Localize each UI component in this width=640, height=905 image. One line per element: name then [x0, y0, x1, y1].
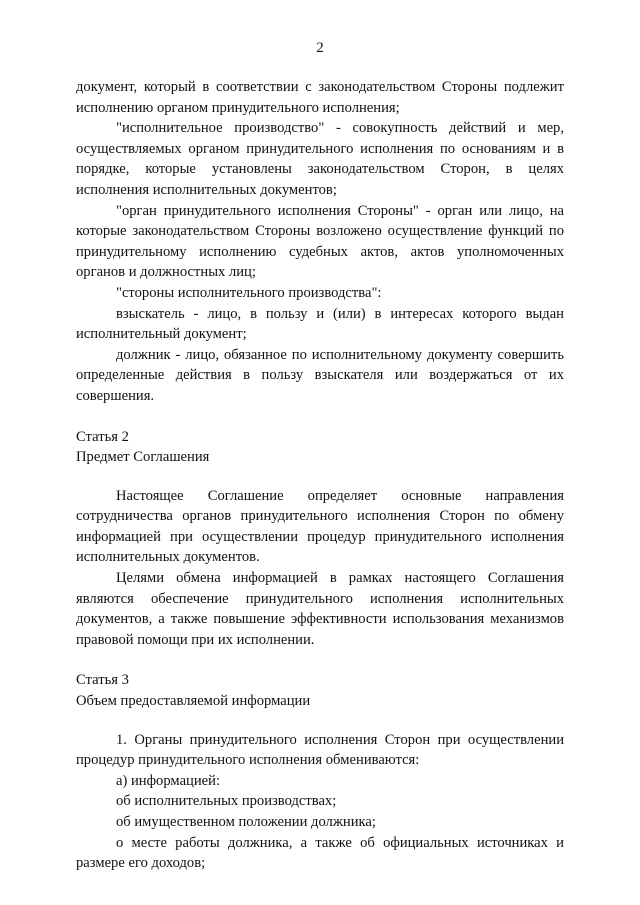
- definition-enforcement-proceedings: "исполнительное производство" - совокупность действий и мер, осуществляемых органом принудительного исполнения по основаниям и в порядке, которые установлены законодательством Сторон, в целях исполнения исполнительных документов;: [76, 120, 564, 198]
- spacer: [76, 650, 564, 670]
- article-2-title: Предмет Соглашения: [76, 449, 210, 466]
- spacer: [76, 712, 564, 730]
- spacer: [76, 468, 564, 486]
- document-body: [76, 77, 564, 874]
- article-3-title: Объем предоставляемой информации: [76, 693, 311, 710]
- definition-claimant: взыскатель - лицо, в пользу и (или) в интересах которого выдан исполнительный документ;: [76, 305, 564, 343]
- article-2-paragraph-2: Целями обмена информацией в рамках настоящего Соглашения являются обеспечение принудительного исполнения исполнительных документов, а также повышение эффективности использования механизмов правовой помощи при их исполнении.: [76, 570, 564, 648]
- article-2-number: Статья 2: [76, 428, 129, 445]
- spacer: [76, 407, 564, 427]
- intro-paragraph-continued: документ, который в соответствии с законодательством Стороны подлежит исполнению органом принудительного исполнения;: [76, 79, 564, 116]
- definition-enforcement-body: "орган принудительного исполнения Стороны" - орган или лицо, на которые законодательством Стороны возложено осуществление функций по принудительному исполнению судебных актов, актов уполномоченных органов и должностных лиц;: [76, 202, 564, 281]
- article-3-item-a: а) информацией:: [116, 772, 221, 789]
- article-3-paragraph-1: 1. Органы принудительного исполнения Сторон при осуществлении процедур принудительного исполнения обмениваются:: [76, 731, 564, 769]
- article-3-item-proceedings: об исполнительных производствах;: [116, 793, 337, 810]
- definition-parties: "стороны исполнительного производства":: [116, 284, 382, 301]
- definition-debtor: должник - лицо, обязанное по исполнительному документу совершить определенные действия в пользу взыскателя или воздержаться от их совершения.: [76, 346, 564, 404]
- article-3-number: Статья 3: [76, 672, 129, 689]
- article-3-item-property: об имущественном положении должника;: [116, 814, 376, 830]
- article-3-item-employment: о месте работы должника, а также об официальных источниках и размере его доходов;: [76, 834, 564, 872]
- page-number: 2: [316, 40, 324, 56]
- article-2-paragraph-1: Настоящее Соглашение определяет основные направления сотрудничества органов принудительного исполнения Сторон по обмену информацией при осуществлении процедур принудительного исполнения исполнительных документов.: [76, 487, 564, 566]
